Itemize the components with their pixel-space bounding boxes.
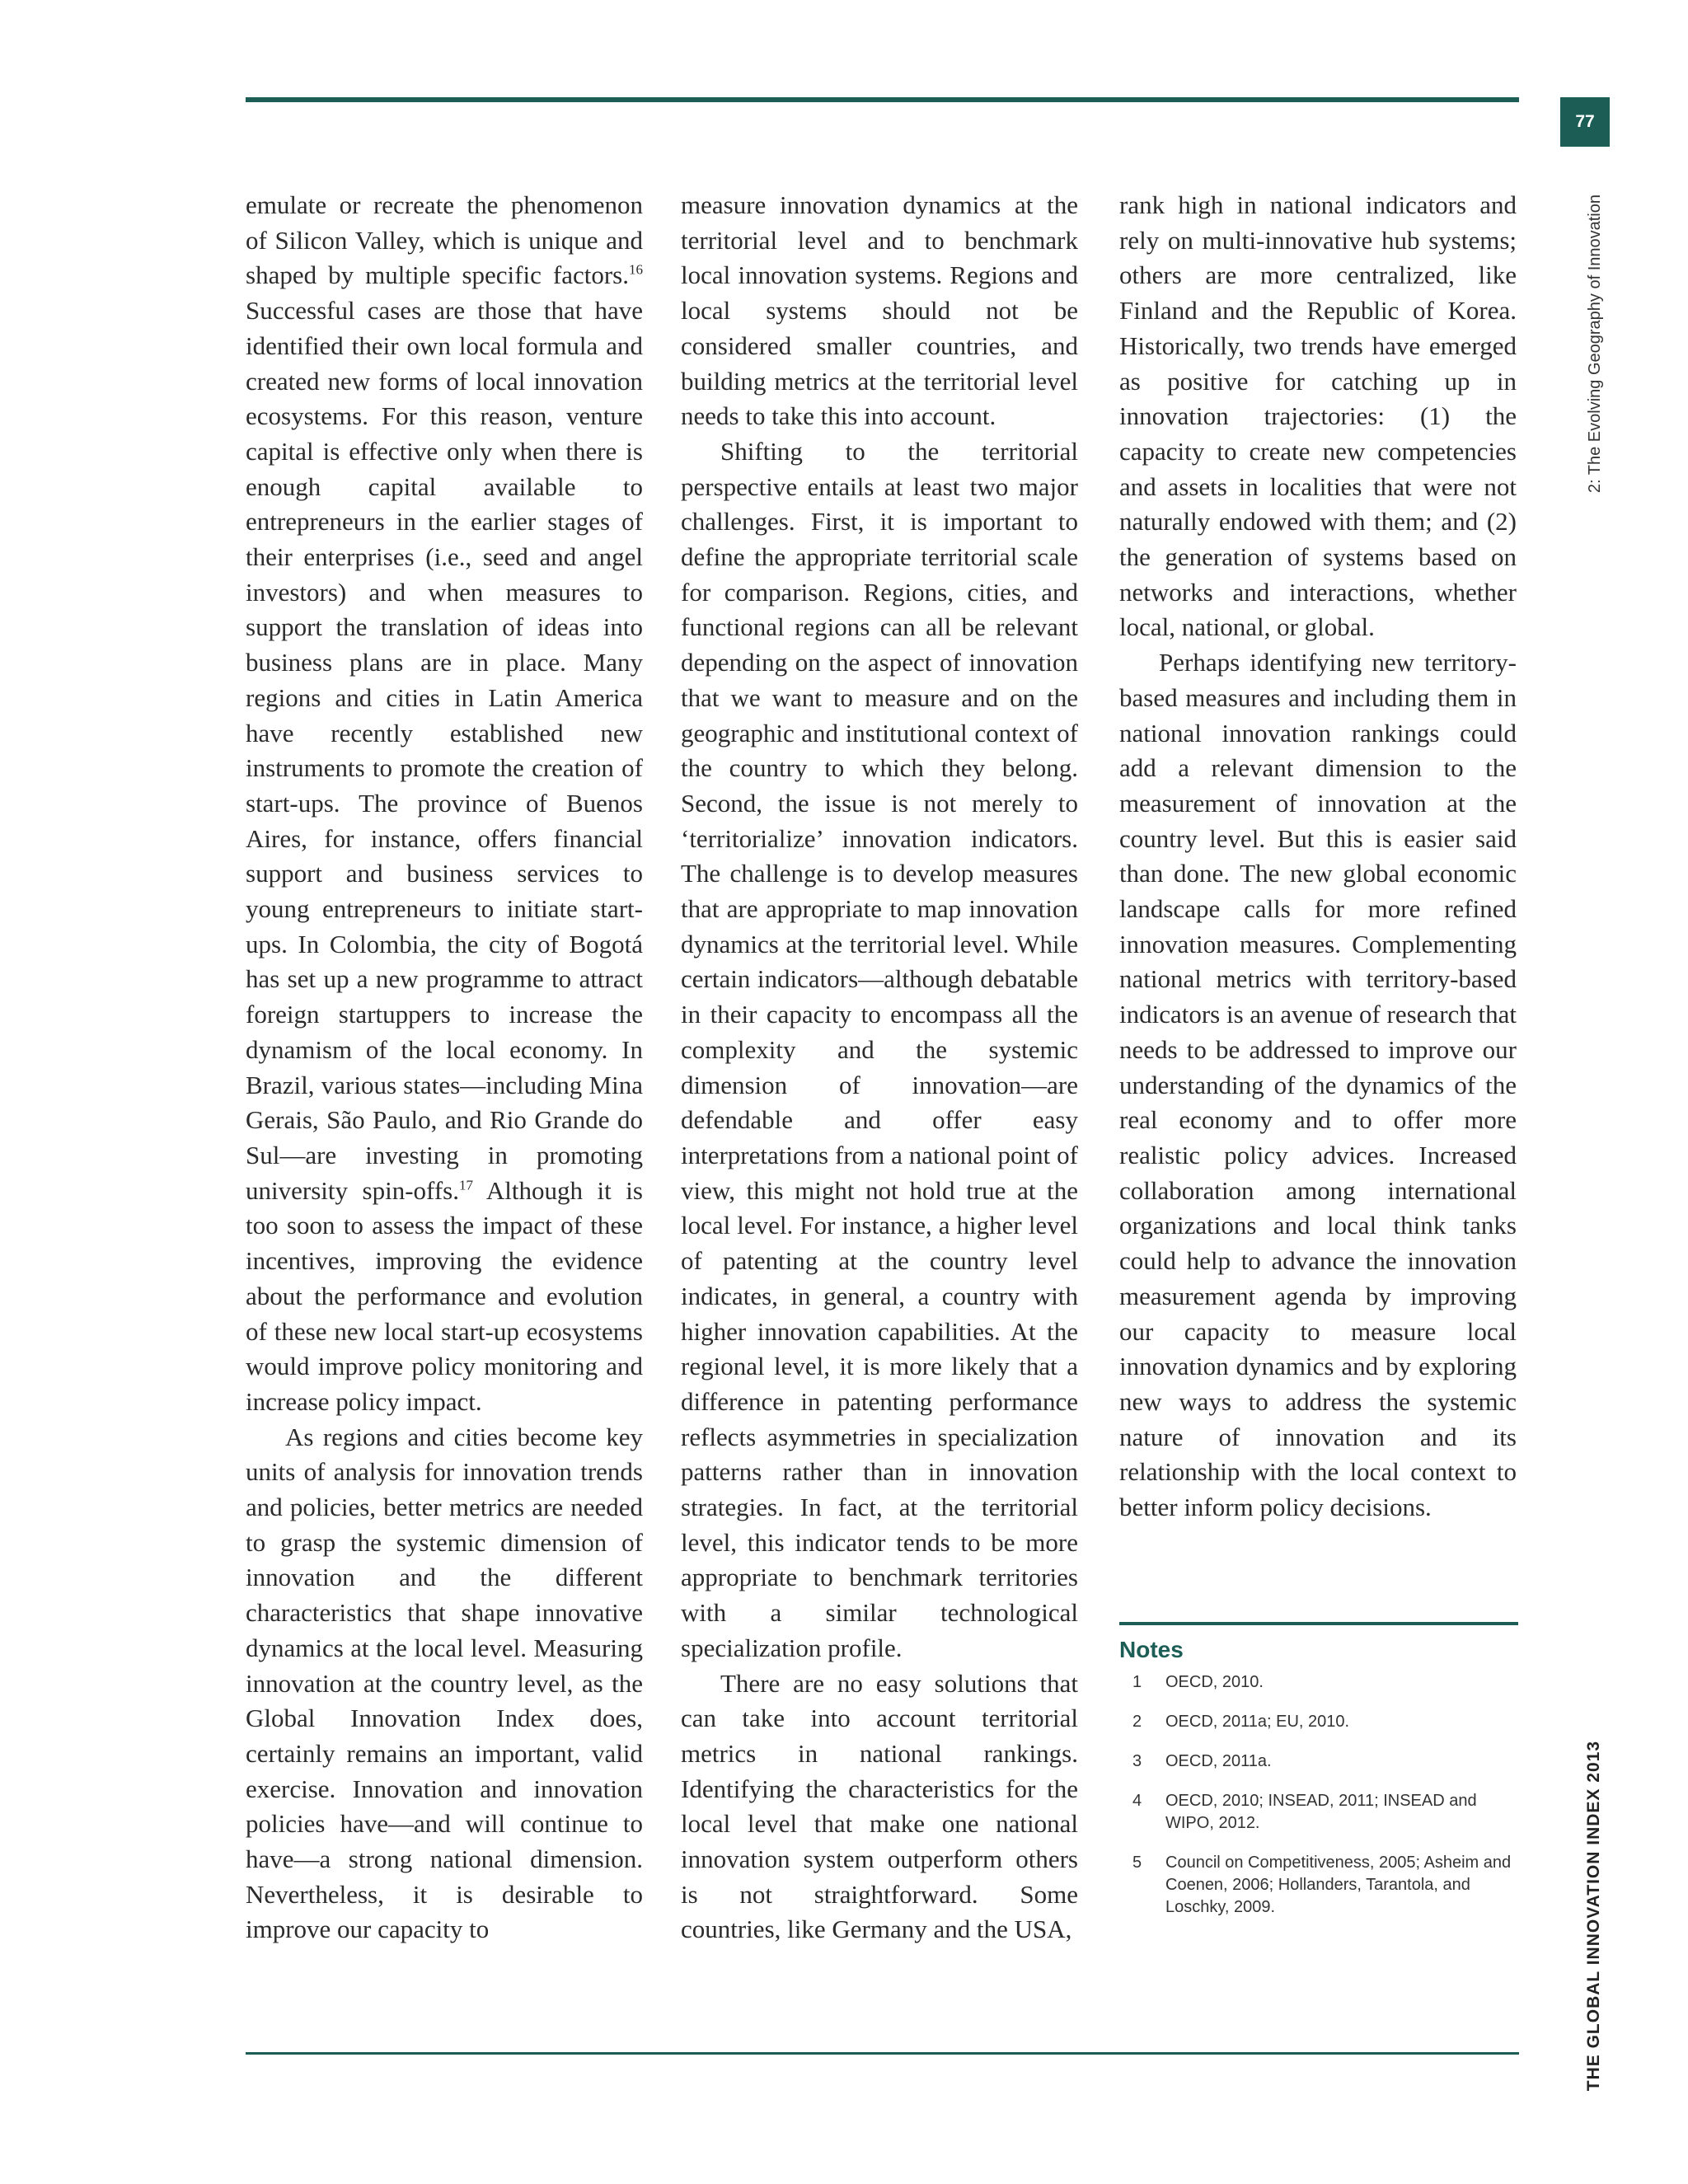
body-paragraph xyxy=(246,1420,643,1948)
paragraph-text: rank high in national indicators and rely on multi-innovative hub systems; others are more centralized, like Finland and the Republic of Korea. Historically, two trends have emerged as positive for catching up in innovation trajectories: (1) the capacity to create new competencies and assets in localities that were not naturally endowed with them; and (2) the generation of systems based on networks and interactions, whether local, national, or global. xyxy=(1119,190,1517,642)
paragraph-text: As regions and cities become key units of analysis for innovation trends and policies, better metrics are needed to grasp the systemic dimension of innovation and the different characteristics that shape innovative dynamics at the local level. Measuring innovation at the country level, as the Global Innovation Index does, certainly remains an important, valid exercise. Innovation and innovation policies have—and will continue to have—a strong national dimension. Nevertheless, it is desirable to improve our capacity to xyxy=(246,1422,643,1944)
notes-title: Notes xyxy=(1119,1637,1184,1662)
notes-list xyxy=(1119,1671,1518,1919)
note-text: OECD, 2010; INSEAD, 2011; INSEAD and WIPO, 2012. xyxy=(1165,1792,1477,1832)
note-text: OECD, 2011a; EU, 2010. xyxy=(1165,1713,1350,1731)
paragraph-text: Successful cases are those that have identified their own local formula and created new forms of local innovation ecosystems. For this reason, venture capital is effective only when there is enough capital available to entrepreneurs in the earlier stages of their enterprises (i.e., seed and angel investors) and when measures to support the translation of ideas into business plans are in place. Many regions and cities in Latin America have recently established new instruments to promote the creation of start-ups. The province of Buenos Aires, for instance, offers financial support and business services to young entrepreneurs to initiate start-ups. In Colombia, the city of Bogotá has set up a new programme to attract foreign startuppers to increase the dynamism of the local economy. In Brazil, various states—including Mina Gerais, São Paulo, and Rio Grande do Sul—are investing in promoting university spin-offs. xyxy=(246,296,643,1205)
paragraph-text: Although it is too soon to assess the impact of these incentives, improving the evidence about the performance and evolution of these new local start-up ecosystems would improve policy monitoring and increase policy impact. xyxy=(246,1175,643,1416)
body-paragraph xyxy=(681,434,1078,1666)
paragraph-text: emulate or recreate the phenomenon of Silicon Valley, which is unique and shaped by multiple specific factors. xyxy=(246,190,643,290)
note-number: 4 xyxy=(1132,1792,1142,1810)
running-chapter-title: 2: The Evolving Geography of Innovation xyxy=(1586,194,1604,494)
text-column-2 xyxy=(681,188,1078,1947)
body-paragraph xyxy=(1119,188,1517,645)
footnote-reference: 16 xyxy=(628,262,643,279)
paragraph-text: Shifting to the territorial perspective entails at least two major challenges. First, it is important to define the appropriate territorial scale for comparison. Regions, cities, and functional regions can all be relevant depending on the aspect of innovation that we want to measure and on the geographic and institutional context of the country to which they belong. Second, the issue is not merely to ‘territorialize’ innovation indicators. The challenge is to develop measures that are appropriate to map innovation dynamics at the territorial level. While certain indicators—although debatable in their capacity to encompass all the complexity and the systemic dimension of innovation—are defendable and offer easy interpretations from a national point of view, this might not hold true at the local level. For instance, a higher level of patenting at the country level indicates, in general, a country with higher innovation capabilities. At the regional level, it is more likely that a difference in patenting performance reflects asymmetries in specialization patterns rather than in innovation strategies. In fact, at the territorial level, this indicator tends to be more appropriate to benchmark territories with a similar technological specialization profile. xyxy=(681,436,1078,1662)
note-text: Council on Competitiveness, 2005; Asheim and Coenen, 2006; Hollanders, Tarantola, and Loschky, 2009. xyxy=(1165,1854,1512,1916)
text-column-3 xyxy=(1119,188,1517,1526)
body-paragraph xyxy=(681,1666,1078,1948)
notes-section xyxy=(1119,1622,1518,1936)
page-number: 77 xyxy=(1560,97,1610,147)
body-paragraph xyxy=(1119,645,1517,1526)
note-item xyxy=(1119,1750,1518,1773)
note-item xyxy=(1119,1852,1518,1919)
paragraph-text: measure innovation dynamics at the territorial level and to benchmark local innovation systems. Regions and local systems should not be considered smaller countries, and building metrics at the territorial level needs to take this into account. xyxy=(681,190,1078,431)
note-number: 3 xyxy=(1132,1752,1142,1770)
note-text: OECD, 2011a. xyxy=(1165,1752,1272,1770)
note-item xyxy=(1119,1790,1518,1835)
notes-rule xyxy=(1119,1622,1518,1625)
paragraph-text: Perhaps identifying new territory-based measures and including them in national innovation rankings could add a relevant dimension to the measurement of innovation at the country level. But this is easier said than done. The new global economic landscape calls for more refined innovation measures. Complementing national metrics with territory-based indicators is an avenue of research that needs to be addressed to improve our understanding of the dynamics of the real economy and to offer more realistic policy advices. Increased collaboration among international organizations and local think tanks could help to advance the innovation measurement agenda by improving our capacity to measure local innovation dynamics and by exploring new ways to address the systemic nature of innovation and its relationship with the local context to better inform policy decisions. xyxy=(1119,648,1517,1522)
note-text: OECD, 2010. xyxy=(1165,1673,1264,1691)
note-number: 1 xyxy=(1132,1673,1142,1691)
paragraph-text: There are no easy solutions that can take into account territorial metrics in national rankings. Identifying the characteristics for the local level that make one national innovation system outperform others is not straightforward. Some countries, like Germany and the USA, xyxy=(681,1668,1078,1944)
note-number: 5 xyxy=(1132,1854,1142,1872)
text-column-1 xyxy=(246,188,643,1947)
running-publication-title: THE GLOBAL INNOVATION INDEX 2013 xyxy=(1584,1741,1603,2092)
body-paragraph xyxy=(246,188,643,1420)
body-paragraph xyxy=(681,188,1078,434)
footer-rule xyxy=(246,2052,1519,2055)
footnote-reference: 17 xyxy=(458,1177,473,1193)
note-number: 2 xyxy=(1132,1713,1142,1731)
note-item xyxy=(1119,1711,1518,1733)
note-item xyxy=(1119,1671,1518,1694)
header-rule xyxy=(246,97,1519,102)
